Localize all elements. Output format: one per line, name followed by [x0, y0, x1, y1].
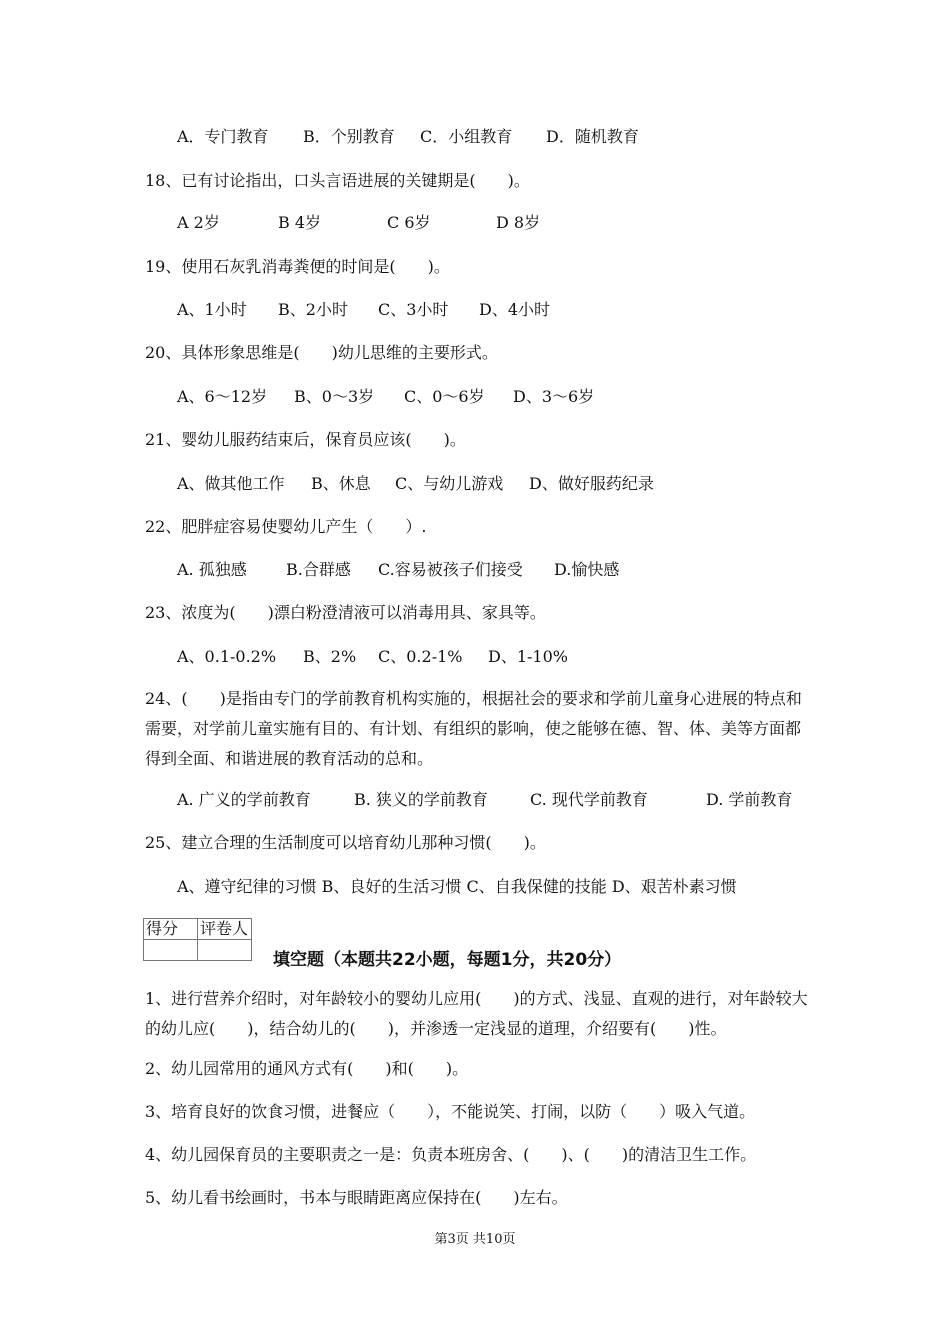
page-footer: 第3页 共10页	[434, 1232, 516, 1247]
q19-option-b: B、2小时	[278, 300, 348, 319]
q19-option-a: A、1小时	[177, 300, 247, 319]
q18-option-a: A 2岁	[177, 213, 220, 232]
q22-option-b: B.合群感	[286, 560, 351, 579]
q23-option-a: A、0.1-0.2%	[177, 647, 277, 666]
q24-option-d: D. 学前教育	[706, 790, 793, 809]
score-cell	[144, 940, 198, 961]
score-table	[143, 918, 252, 961]
q24-option-c: C. 现代学前教育	[530, 790, 648, 809]
q21-option-c: C、与幼儿游戏	[395, 474, 504, 493]
q17-option-a: A．专门教育	[177, 127, 269, 146]
grader-header: 评卷人	[198, 919, 252, 940]
q23-text: 23、浓度为( )漂白粉澄清液可以消毒用具、家具等。	[145, 603, 546, 622]
q20-option-a: A、6～12岁	[177, 387, 268, 406]
q17-option-d: D．随机教育	[546, 127, 639, 146]
q21-text: 21、婴幼儿服药结束后，保育员应该( )。	[145, 430, 466, 449]
section-title: 填空题（本题共22小题，每题1分，共20分）	[273, 950, 622, 970]
q23-option-b: B、2%	[303, 647, 357, 666]
q19-option-d: D、4小时	[479, 300, 551, 319]
q25-options: A、遵守纪律的习惯 B、良好的生活习惯 C、自我保健的技能 D、艰苦朴素习惯	[177, 877, 737, 896]
q24-option-a: A. 广义的学前教育	[177, 790, 311, 809]
fill-question-1: 1、进行营养介绍时，对年龄较小的婴幼儿应用( )的方式、浅显、直观的进行，对年龄较大的幼儿应( )，结合幼儿的( )，并渗透一定浅显的道理，介绍要有( )性。	[145, 989, 808, 1038]
q19-text: 19、使用石灰乳消毒粪便的时间是( )。	[145, 257, 450, 276]
q22-option-d: D.愉快感	[554, 560, 620, 579]
q18-text: 18、已有讨论指出，口头言语进展的关键期是( )。	[145, 171, 530, 190]
q20-text: 20、具体形象思维是( )幼儿思维的主要形式。	[145, 343, 498, 362]
score-header: 得分	[144, 919, 198, 940]
q23-option-d: D、1-10%	[488, 647, 568, 666]
q17-option-c: C．小组教育	[420, 127, 513, 146]
fill-question-2: 2、幼儿园常用的通风方式有( )和( )。	[145, 1059, 469, 1078]
q24-text: 24、( )是指由专门的学前教育机构实施的，根据社会的要求和学前儿童身心进展的特点和需要，对学前儿童实施有目的、有计划、有组织的影响，使之能够在德、智、体、美等方面都得到全面、和谐进展的教育活动的总和。	[145, 689, 802, 768]
q24-option-b: B. 狭义的学前教育	[354, 790, 488, 809]
q25-text: 25、建立合理的生活制度可以培育幼儿那种习惯( )。	[145, 833, 546, 852]
q17-option-b: B．个别教育	[303, 127, 395, 146]
fill-question-3: 3、培育良好的饮食习惯，进餐应（ ），不能说笑、打闹，以防（ ）吸入气道。	[145, 1102, 756, 1121]
q21-option-b: B、休息	[311, 474, 371, 493]
q18-option-c: C 6岁	[387, 213, 431, 232]
q23-option-c: C、0.2-1%	[378, 647, 463, 666]
q22-option-c: C.容易被孩子们接受	[378, 560, 523, 579]
q20-option-b: B、0～3岁	[294, 387, 375, 406]
q20-option-d: D、3～6岁	[513, 387, 595, 406]
fill-question-4: 4、幼儿园保育员的主要职责之一是：负责本班房舍、( )、( )的清洁卫生工作。	[145, 1145, 757, 1164]
q22-text: 22、肥胖症容易使婴幼儿产生（ ）.	[145, 517, 427, 536]
q18-option-d: D 8岁	[496, 213, 541, 232]
q20-option-c: C、0～6岁	[404, 387, 485, 406]
q22-option-a: A. 孤独感	[177, 560, 247, 579]
q21-option-a: A、做其他工作	[177, 474, 285, 493]
q18-option-b: B 4岁	[278, 213, 322, 232]
q21-option-d: D、做好服药纪录	[529, 474, 654, 493]
q19-option-c: C、3小时	[378, 300, 449, 319]
grader-cell	[198, 940, 252, 961]
fill-question-5: 5、幼儿看书绘画时，书本与眼睛距离应保持在( )左右。	[145, 1188, 568, 1207]
